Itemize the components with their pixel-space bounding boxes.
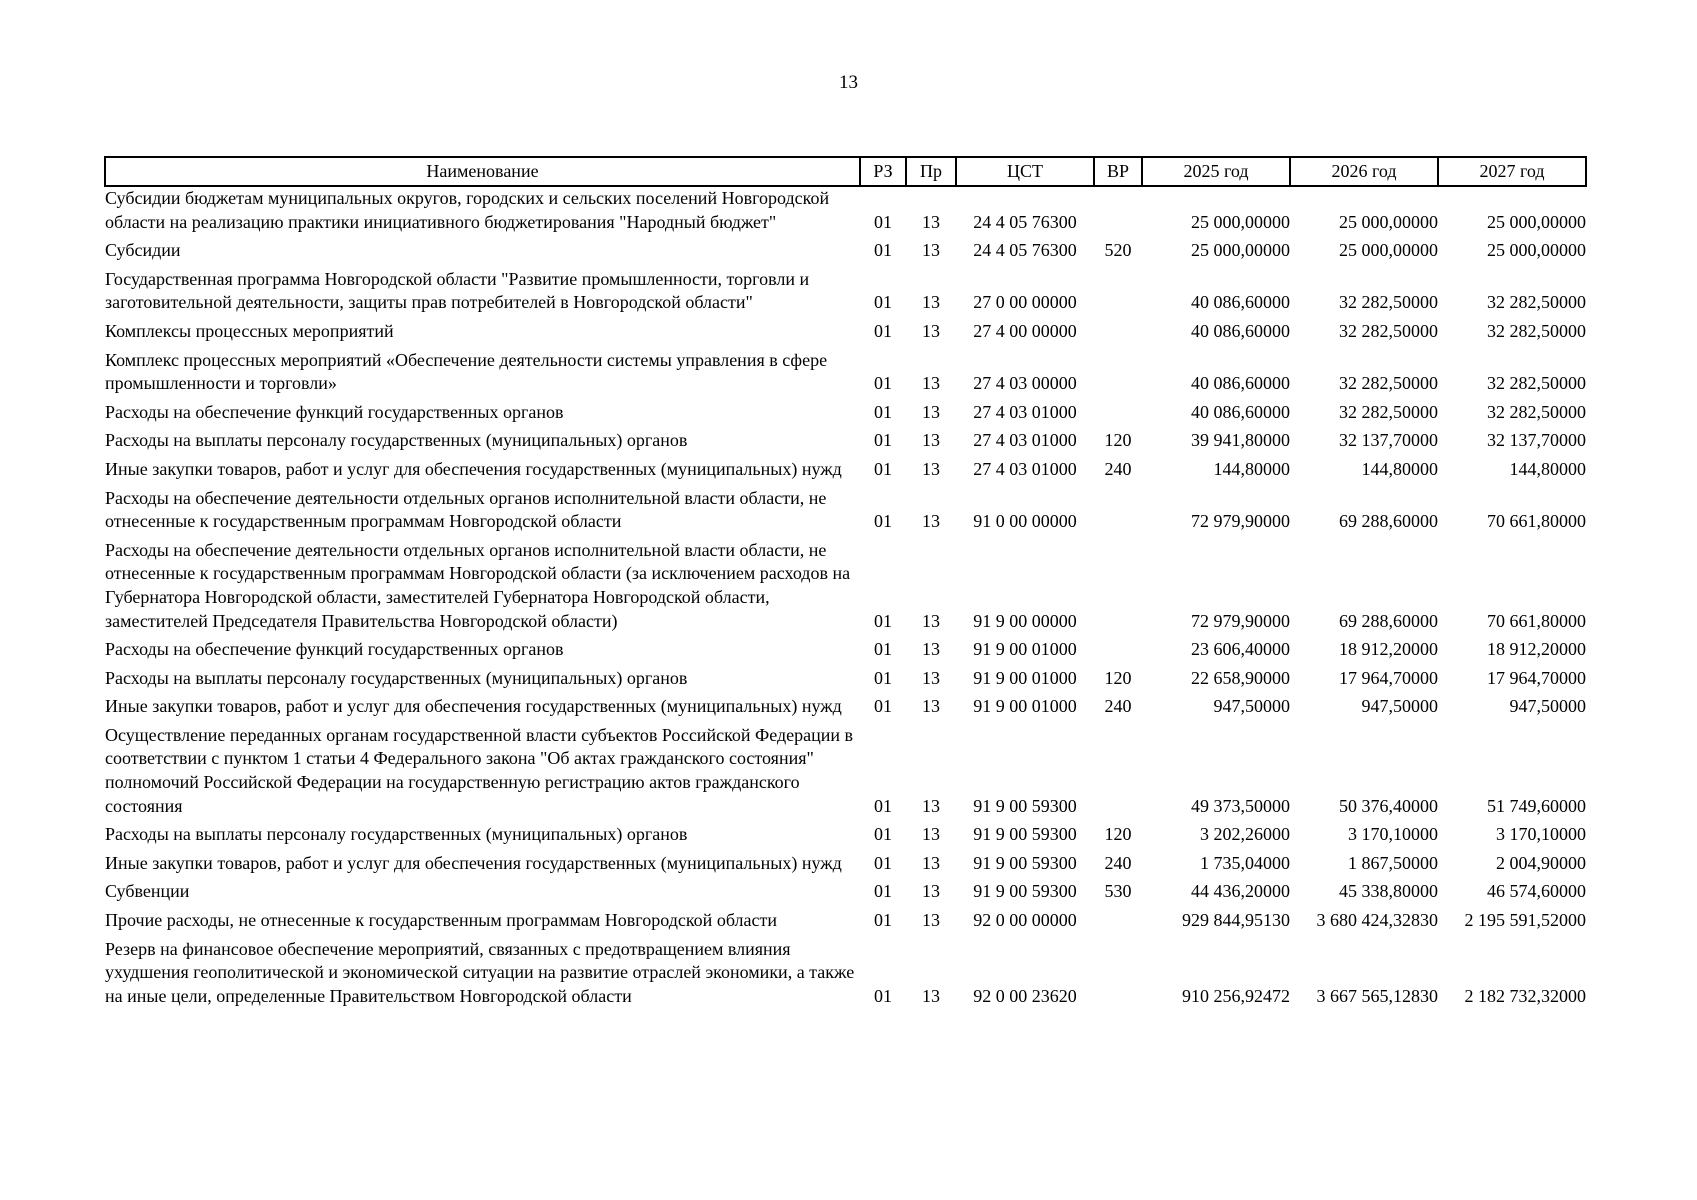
page-number: 13 <box>839 72 858 93</box>
header-2025: 2025 год <box>1142 157 1290 186</box>
header-2026: 2026 год <box>1290 157 1438 186</box>
row-vr <box>1094 349 1142 401</box>
row-amount-2026: 32 282,50000 <box>1339 292 1438 313</box>
row-amount-2027: 51 749,60000 <box>1487 795 1586 816</box>
budget-table <box>104 156 1587 1013</box>
row-name: Прочие расходы, не отнесенные к государственным программам Новгородской области <box>105 910 777 931</box>
row-vr: 240 <box>1104 696 1132 717</box>
row-amount-2026: 45 338,80000 <box>1339 881 1438 902</box>
table-row <box>105 429 1586 458</box>
row-cst: 91 9 00 59300 <box>973 881 1077 902</box>
row-amount-2027: 70 661,80000 <box>1487 511 1586 532</box>
row-name: Расходы на обеспечение деятельности отдельных органов исполнительной власти области, не отнесенные к государственным программам Новгородской области (за исключением расходов на Губернатора Новгородской области, заместителей Губернатора Новгородской области, заместителей Председателя Правительства Новгородской области) <box>105 539 851 631</box>
row-amount-2027: 70 661,80000 <box>1487 610 1586 631</box>
row-rz: 01 <box>874 696 892 717</box>
row-rz: 01 <box>874 292 892 313</box>
row-cst: 24 4 05 76300 <box>973 240 1077 261</box>
row-rz: 01 <box>874 639 892 660</box>
row-vr <box>1094 539 1142 638</box>
table-row <box>105 401 1586 430</box>
row-amount-2025: 39 941,80000 <box>1191 430 1290 451</box>
row-pr: 13 <box>922 667 940 688</box>
row-vr <box>1094 401 1142 430</box>
row-amount-2025: 40 086,60000 <box>1191 320 1290 341</box>
row-cst: 27 4 03 01000 <box>973 458 1077 479</box>
table-row <box>105 268 1586 320</box>
row-name: Субсидии <box>105 240 181 261</box>
row-rz: 01 <box>874 824 892 845</box>
table-row <box>105 186 1586 239</box>
row-vr: 120 <box>1104 824 1132 845</box>
table-body <box>105 186 1586 1013</box>
row-cst: 91 9 00 59300 <box>973 795 1077 816</box>
row-amount-2027: 32 282,50000 <box>1487 373 1586 394</box>
table-row <box>105 695 1586 724</box>
row-name: Иные закупки товаров, работ и услуг для обеспечения государственных (муниципальных) нужд <box>105 852 842 873</box>
row-rz: 01 <box>874 852 892 873</box>
row-amount-2025: 44 436,20000 <box>1191 881 1290 902</box>
row-cst: 91 0 00 00000 <box>973 511 1077 532</box>
row-amount-2027: 25 000,00000 <box>1487 240 1586 261</box>
row-name: Комплексы процессных мероприятий <box>105 320 394 341</box>
row-amount-2026: 3 667 565,12830 <box>1316 985 1438 1006</box>
row-amount-2026: 50 376,40000 <box>1339 795 1438 816</box>
row-rz: 01 <box>874 881 892 902</box>
row-amount-2027: 17 964,70000 <box>1487 667 1586 688</box>
row-amount-2026: 947,50000 <box>1361 696 1438 717</box>
header-rz: РЗ <box>860 157 906 186</box>
header-name: Наименование <box>105 157 860 186</box>
row-amount-2026: 3 170,10000 <box>1348 824 1438 845</box>
row-amount-2025: 40 086,60000 <box>1191 401 1290 422</box>
row-amount-2027: 144,80000 <box>1509 458 1586 479</box>
row-rz: 01 <box>874 795 892 816</box>
row-amount-2027: 32 282,50000 <box>1487 320 1586 341</box>
row-vr: 520 <box>1104 240 1132 261</box>
table-row <box>105 539 1586 638</box>
table-row <box>105 823 1586 852</box>
row-vr: 240 <box>1104 852 1132 873</box>
row-amount-2025: 144,80000 <box>1213 458 1290 479</box>
row-pr: 13 <box>922 458 940 479</box>
row-amount-2025: 1 735,04000 <box>1200 852 1290 873</box>
row-amount-2026: 69 288,60000 <box>1339 610 1438 631</box>
row-amount-2025: 947,50000 <box>1213 696 1290 717</box>
row-name: Государственная программа Новгородской области "Развитие промышленности, торговли и заготовительной деятельности, защиты прав потребителей в Новгородской области" <box>105 268 810 313</box>
row-cst: 91 9 00 01000 <box>973 667 1077 688</box>
row-name: Резерв на финансовое обеспечение мероприятий, связанных с предотвращением влияния ухудшения геополитической и экономической ситуации на развитие отраслей экономики, а также на иные цели, определенные Правительством Новгородской области <box>105 938 855 1006</box>
row-rz: 01 <box>874 511 892 532</box>
table-row <box>105 349 1586 401</box>
row-vr <box>1094 268 1142 320</box>
row-vr <box>1094 938 1142 1014</box>
row-rz: 01 <box>874 401 892 422</box>
row-amount-2025: 22 658,90000 <box>1191 667 1290 688</box>
row-pr: 13 <box>922 511 940 532</box>
row-cst: 91 9 00 01000 <box>973 639 1077 660</box>
row-rz: 01 <box>874 240 892 261</box>
row-amount-2026: 32 282,50000 <box>1339 401 1438 422</box>
row-vr <box>1094 724 1142 823</box>
table-row <box>105 458 1586 487</box>
row-pr: 13 <box>922 240 940 261</box>
row-amount-2025: 929 844,95130 <box>1182 910 1290 931</box>
row-rz: 01 <box>874 985 892 1006</box>
row-amount-2025: 72 979,90000 <box>1191 610 1290 631</box>
row-amount-2026: 3 680 424,32830 <box>1316 910 1438 931</box>
row-amount-2025: 23 606,40000 <box>1191 639 1290 660</box>
row-vr <box>1094 186 1142 239</box>
row-amount-2026: 144,80000 <box>1361 458 1438 479</box>
row-amount-2027: 46 574,60000 <box>1487 881 1586 902</box>
row-amount-2025: 25 000,00000 <box>1191 240 1290 261</box>
row-pr: 13 <box>922 320 940 341</box>
row-pr: 13 <box>922 881 940 902</box>
row-cst: 27 4 03 00000 <box>973 373 1077 394</box>
row-name: Субвенции <box>105 881 190 902</box>
row-amount-2026: 1 867,50000 <box>1348 852 1438 873</box>
table-row <box>105 638 1586 667</box>
table-row <box>105 880 1586 909</box>
row-pr: 13 <box>922 211 940 232</box>
row-vr <box>1094 487 1142 539</box>
row-pr: 13 <box>922 910 940 931</box>
row-pr: 13 <box>922 639 940 660</box>
row-rz: 01 <box>874 458 892 479</box>
row-vr: 530 <box>1104 881 1132 902</box>
row-cst: 92 0 00 23620 <box>973 985 1077 1006</box>
row-name: Осуществление переданных органам государственной власти субъектов Российской Федерации в соответствии с пунктом 1 статьи 4 Федерального закона "Об актах гражданского состояния" полномочий Российской Федерации на государственную регистрацию актов гражданского состояния <box>105 724 854 816</box>
row-cst: 27 4 03 01000 <box>973 401 1077 422</box>
row-rz: 01 <box>874 610 892 631</box>
header-vr: ВР <box>1094 157 1142 186</box>
header-pr: Пр <box>906 157 956 186</box>
row-amount-2027: 18 912,20000 <box>1487 639 1586 660</box>
row-name: Расходы на обеспечение деятельности отдельных органов исполнительной власти области, не отнесенные к государственным программам Новгородской области <box>105 487 827 532</box>
row-name: Расходы на выплаты персоналу государственных (муниципальных) органов <box>105 667 688 688</box>
row-pr: 13 <box>922 610 940 631</box>
row-vr <box>1094 320 1142 349</box>
table-row <box>105 667 1586 696</box>
row-pr: 13 <box>922 292 940 313</box>
row-amount-2027: 3 170,10000 <box>1496 824 1586 845</box>
row-amount-2025: 40 086,60000 <box>1191 292 1290 313</box>
row-cst: 91 9 00 59300 <box>973 852 1077 873</box>
row-amount-2025: 40 086,60000 <box>1191 373 1290 394</box>
row-amount-2027: 947,50000 <box>1509 696 1586 717</box>
row-amount-2026: 25 000,00000 <box>1339 240 1438 261</box>
row-cst: 92 0 00 00000 <box>973 910 1077 931</box>
row-pr: 13 <box>922 696 940 717</box>
row-vr: 120 <box>1104 667 1132 688</box>
table-row <box>105 239 1586 268</box>
table-row <box>105 487 1586 539</box>
row-amount-2025: 25 000,00000 <box>1191 211 1290 232</box>
table-row <box>105 938 1586 1014</box>
row-name: Расходы на обеспечение функций государственных органов <box>105 639 564 660</box>
row-amount-2026: 32 282,50000 <box>1339 373 1438 394</box>
row-amount-2027: 2 195 591,52000 <box>1464 910 1586 931</box>
row-amount-2025: 49 373,50000 <box>1191 795 1290 816</box>
row-pr: 13 <box>922 430 940 451</box>
row-cst: 24 4 05 76300 <box>973 211 1077 232</box>
header-cst: ЦСТ <box>956 157 1094 186</box>
row-amount-2027: 32 137,70000 <box>1487 430 1586 451</box>
row-amount-2027: 32 282,50000 <box>1487 401 1586 422</box>
row-amount-2025: 910 256,92472 <box>1182 985 1290 1006</box>
row-amount-2026: 17 964,70000 <box>1339 667 1438 688</box>
table-header <box>105 157 1586 186</box>
row-name: Иные закупки товаров, работ и услуг для обеспечения государственных (муниципальных) нужд <box>105 458 842 479</box>
row-cst: 27 4 00 00000 <box>973 320 1077 341</box>
row-rz: 01 <box>874 667 892 688</box>
row-vr <box>1094 638 1142 667</box>
row-amount-2027: 32 282,50000 <box>1487 292 1586 313</box>
row-amount-2025: 72 979,90000 <box>1191 511 1290 532</box>
row-rz: 01 <box>874 910 892 931</box>
row-vr: 120 <box>1104 430 1132 451</box>
row-amount-2027: 25 000,00000 <box>1487 211 1586 232</box>
table-row <box>105 724 1586 823</box>
row-cst: 91 9 00 00000 <box>973 610 1077 631</box>
row-rz: 01 <box>874 211 892 232</box>
row-cst: 91 9 00 01000 <box>973 696 1077 717</box>
row-pr: 13 <box>922 373 940 394</box>
table-row <box>105 852 1586 881</box>
row-name: Иные закупки товаров, работ и услуг для обеспечения государственных (муниципальных) нужд <box>105 696 842 717</box>
row-pr: 13 <box>922 795 940 816</box>
row-amount-2026: 25 000,00000 <box>1339 211 1438 232</box>
header-2027: 2027 год <box>1438 157 1586 186</box>
row-amount-2027: 2 004,90000 <box>1496 852 1586 873</box>
row-name: Расходы на выплаты персоналу государственных (муниципальных) органов <box>105 430 688 451</box>
row-amount-2026: 69 288,60000 <box>1339 511 1438 532</box>
row-amount-2026: 18 912,20000 <box>1339 639 1438 660</box>
row-rz: 01 <box>874 320 892 341</box>
row-pr: 13 <box>922 852 940 873</box>
row-cst: 27 0 00 00000 <box>973 292 1077 313</box>
row-amount-2027: 2 182 732,32000 <box>1464 985 1586 1006</box>
row-pr: 13 <box>922 824 940 845</box>
row-pr: 13 <box>922 401 940 422</box>
table-row <box>105 909 1586 938</box>
table-row <box>105 320 1586 349</box>
row-amount-2026: 32 282,50000 <box>1339 320 1438 341</box>
row-rz: 01 <box>874 430 892 451</box>
row-vr <box>1094 909 1142 938</box>
row-pr: 13 <box>922 985 940 1006</box>
row-cst: 91 9 00 59300 <box>973 824 1077 845</box>
row-rz: 01 <box>874 373 892 394</box>
row-name: Субсидии бюджетам муниципальных округов, городских и сельских поселений Новгородской области на реализацию практики инициативного бюджетирования "Народный бюджет" <box>105 188 830 232</box>
row-name: Расходы на обеспечение функций государственных органов <box>105 401 564 422</box>
row-cst: 27 4 03 01000 <box>973 430 1077 451</box>
row-amount-2025: 3 202,26000 <box>1200 824 1290 845</box>
row-vr: 240 <box>1104 458 1132 479</box>
row-amount-2026: 32 137,70000 <box>1339 430 1438 451</box>
row-name: Расходы на выплаты персоналу государственных (муниципальных) органов <box>105 824 688 845</box>
row-name: Комплекс процессных мероприятий «Обеспечение деятельности системы управления в сфере промышленности и торговли» <box>105 349 828 394</box>
